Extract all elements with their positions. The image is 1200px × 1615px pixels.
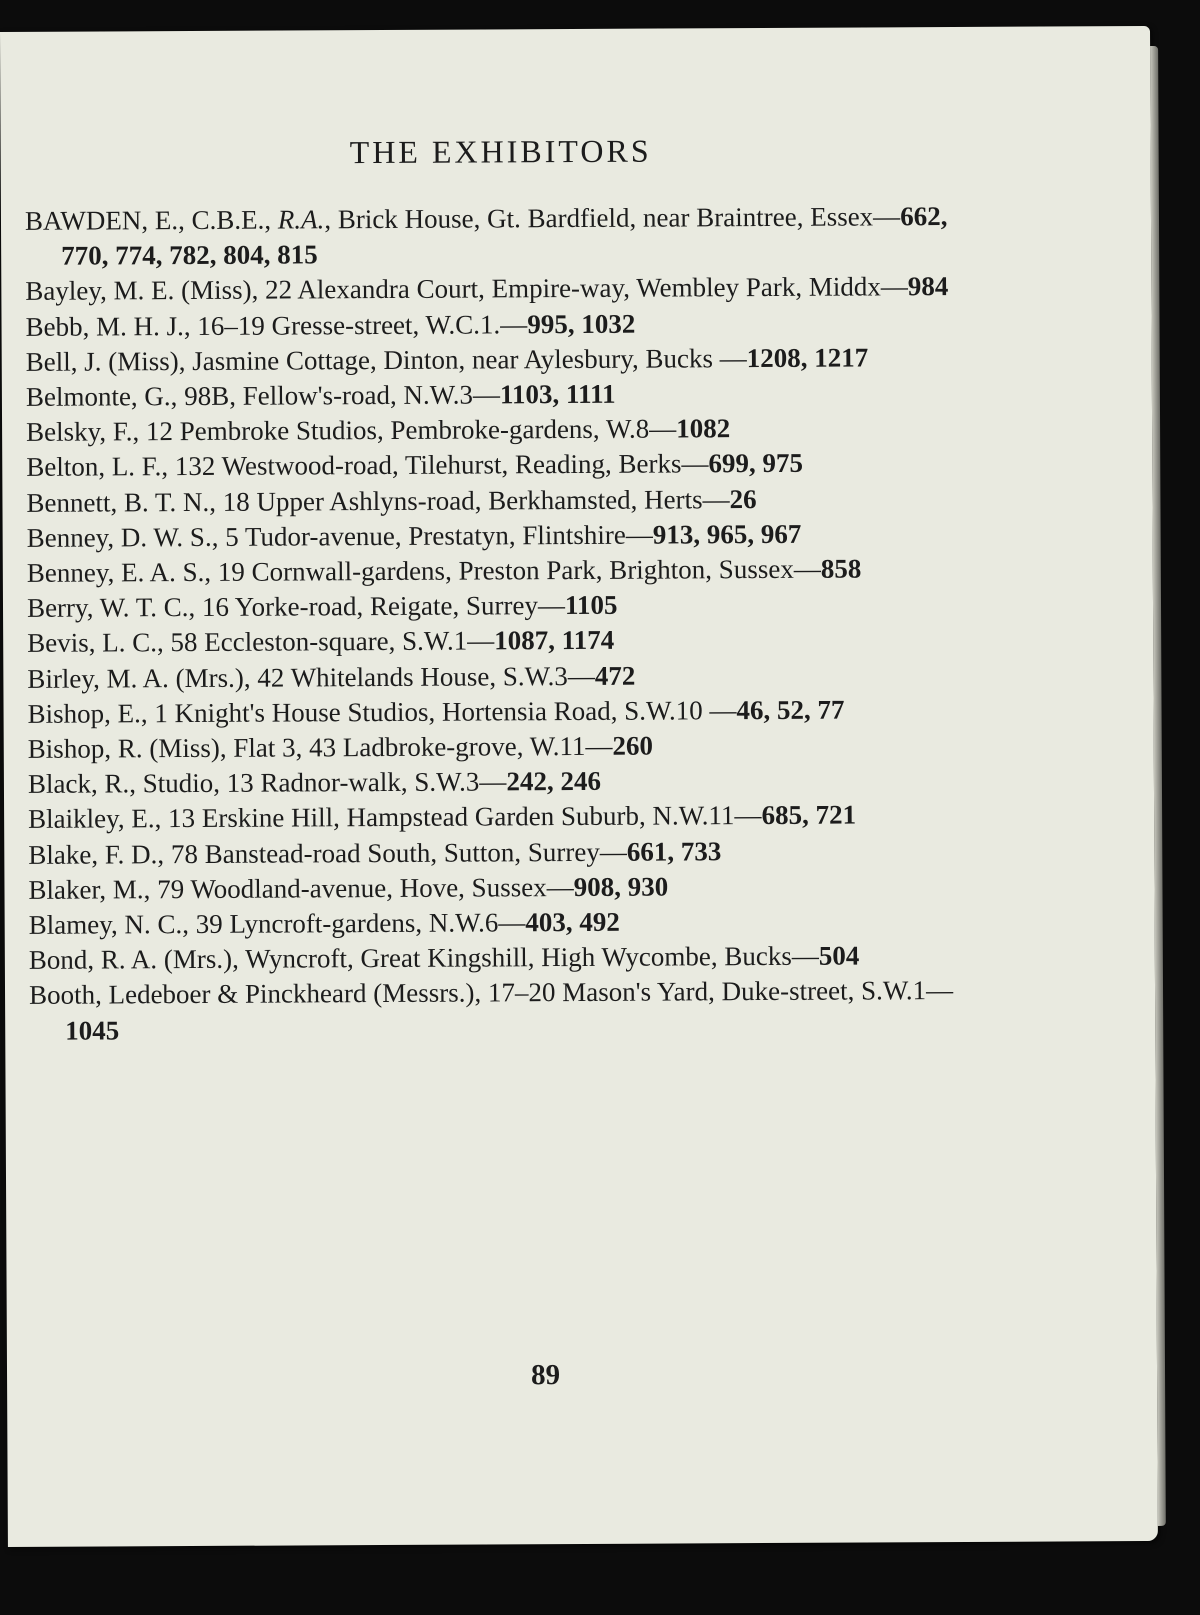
page-heading: THE EXHIBITORS bbox=[349, 132, 652, 171]
exhibitor-entry: Benney, D. W. S., 5 Tudor-avenue, Prestatyn, Flintshire—913, 965, 967 bbox=[26, 518, 802, 553]
exhibitor-entry: Blake, F. D., 78 Banstead-road South, Sutton, Surrey—661, 733 bbox=[28, 835, 722, 870]
page-edge bbox=[1150, 46, 1166, 1526]
exhibitor-list bbox=[25, 199, 989, 1049]
exhibitor-entry: Bishop, R. (Miss), Flat 3, 43 Ladbroke-grove, W.11—260 bbox=[27, 730, 654, 764]
exhibitor-entry: Bell, J. (Miss), Jasmine Cottage, Dinton, near Aylesbury, Bucks —1208, 1217 bbox=[25, 342, 869, 377]
page-number: 89 bbox=[530, 1359, 561, 1392]
exhibitor-entry: Belsky, F., 12 Pembroke Studios, Pembroke-gardens, W.8—1082 bbox=[26, 413, 731, 448]
exhibitor-entry: Blaker, M., 79 Woodland-avenue, Hove, Sussex—908, 930 bbox=[28, 871, 669, 905]
exhibitor-entry: Belton, L. F., 132 Westwood-road, Tilehurst, Reading, Berks—699, 975 bbox=[26, 448, 804, 483]
exhibitor-entry: Birley, M. A. (Mrs.), 42 Whitelands House, S.W.3—472 bbox=[27, 660, 636, 694]
exhibitor-entry: Bishop, E., 1 Knight's House Studios, Hortensia Road, S.W.10 —46, 52, 77 bbox=[27, 694, 845, 729]
exhibitor-entry: Booth, Ledeboer & Pinckheard (Messrs.), 17–20 Mason's Yard, Duke-street, S.W.1—1045 bbox=[28, 975, 954, 1046]
catalogue-page bbox=[0, 26, 1158, 1547]
exhibitor-entry: Blamey, N. C., 39 Lyncroft-gardens, N.W.6—403, 492 bbox=[28, 906, 620, 940]
exhibitor-entry: Bond, R. A. (Mrs.), Wyncroft, Great Kingshill, High Wycombe, Bucks—504 bbox=[28, 940, 860, 976]
exhibitor-entry: BAWDEN, E., C.B.E., R.A., Brick House, Gt. Bardfield, near Braintree, Essex—662, 770, 774, 782, 804, 815 bbox=[24, 201, 948, 271]
exhibitor-entry: Bebb, M. H. J., 16–19 Gresse-street, W.C.1.—995, 1032 bbox=[25, 308, 636, 342]
exhibitor-entry: Bennett, B. T. N., 18 Upper Ashlyns-road, Berkhamsted, Herts—26 bbox=[26, 483, 757, 518]
exhibitor-entry: Berry, W. T. C., 16 Yorke-road, Reigate, Surrey—1105 bbox=[26, 590, 618, 624]
exhibitor-entry: Belmonte, G., 98B, Fellow's-road, N.W.3—1103, 1111 bbox=[25, 378, 616, 412]
exhibitor-entry: Benney, E. A. S., 19 Cornwall-gardens, Preston Park, Brighton, Sussex—858 bbox=[26, 553, 862, 588]
exhibitor-entry: Blaikley, E., 13 Erskine Hill, Hampstead Garden Suburb, N.W.11—685, 721 bbox=[28, 799, 857, 835]
exhibitor-entry: Bevis, L. C., 58 Eccleston-square, S.W.1—1087, 1174 bbox=[27, 625, 615, 659]
exhibitor-entry: Black, R., Studio, 13 Radnor-walk, S.W.3—242, 246 bbox=[27, 766, 601, 800]
exhibitor-entry: Bayley, M. E. (Miss), 22 Alexandra Court, Empire-way, Wembley Park, Middx—984 bbox=[25, 271, 949, 307]
